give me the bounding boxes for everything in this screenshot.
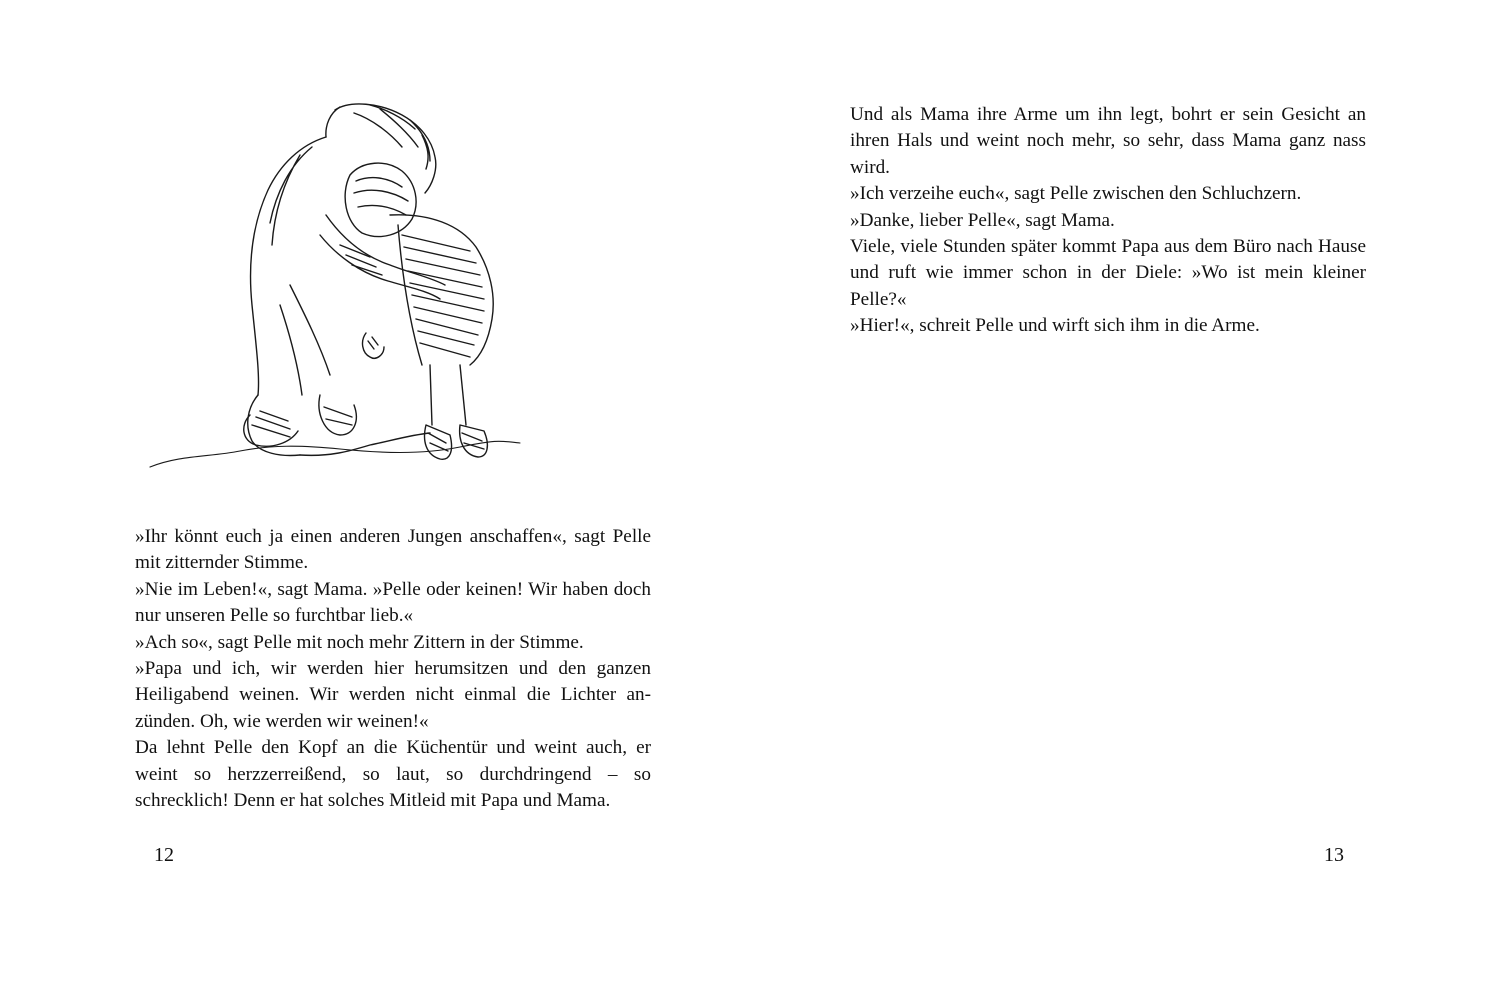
paragraph: »Papa und ich, wir werden hier herumsitzen und den ganzen Heiligabend weinen. Wir werden nicht einmal die Lichter anzünden. Oh, wie werden wir weinen!«: [135, 658, 651, 732]
paragraph: »Ihr könnt euch ja einen anderen Jungen anschaffen«, sagt Pelle mit zitternder Stimme.: [135, 526, 651, 574]
paragraph: »Nie im Leben!«, sagt Mama. »Pelle oder keinen! Wir haben doch nur unseren Pelle so furchtbar lieb.«: [135, 578, 651, 627]
right-page-text: [850, 102, 1366, 340]
page-number-right: 13: [1324, 844, 1344, 866]
hug-drawing: [140, 95, 530, 490]
paragraph: »Ach so«, sagt Pelle mit noch mehr Zittern in der Stimme.: [135, 631, 584, 653]
paragraph: Und als Mama ihre Arme um ihn legt, bohrt er sein Gesicht an ihren Hals und weint noch mehr, so sehr, dass Mama ganz nass wird.: [850, 104, 1366, 178]
paragraph: Viele, viele Stunden später kommt Papa aus dem Büro nach Hause und ruft wie immer schon in der Diele: »Wo ist mein kleiner Pelle?«: [850, 236, 1366, 310]
illustration-image: [140, 95, 530, 490]
page-number-left: 12: [154, 844, 174, 866]
right-page: [750, 0, 1500, 996]
paragraph: Da lehnt Pelle den Kopf an die Küchentür und weint auch, er weint so herzzerreißend, so laut, so durchdringend – so schrecklich! Denn er hat solches Mitleid mit Papa und Mama.: [135, 737, 651, 812]
paragraph: »Danke, lieber Pelle«, sagt Mama.: [850, 209, 1115, 231]
left-page-text: [135, 524, 651, 814]
paragraph: »Hier!«, schreit Pelle und wirft sich ihm in die Arme.: [850, 315, 1260, 337]
paragraph: »Ich verzeihe euch«, sagt Pelle zwischen den Schluchzern.: [850, 183, 1302, 205]
